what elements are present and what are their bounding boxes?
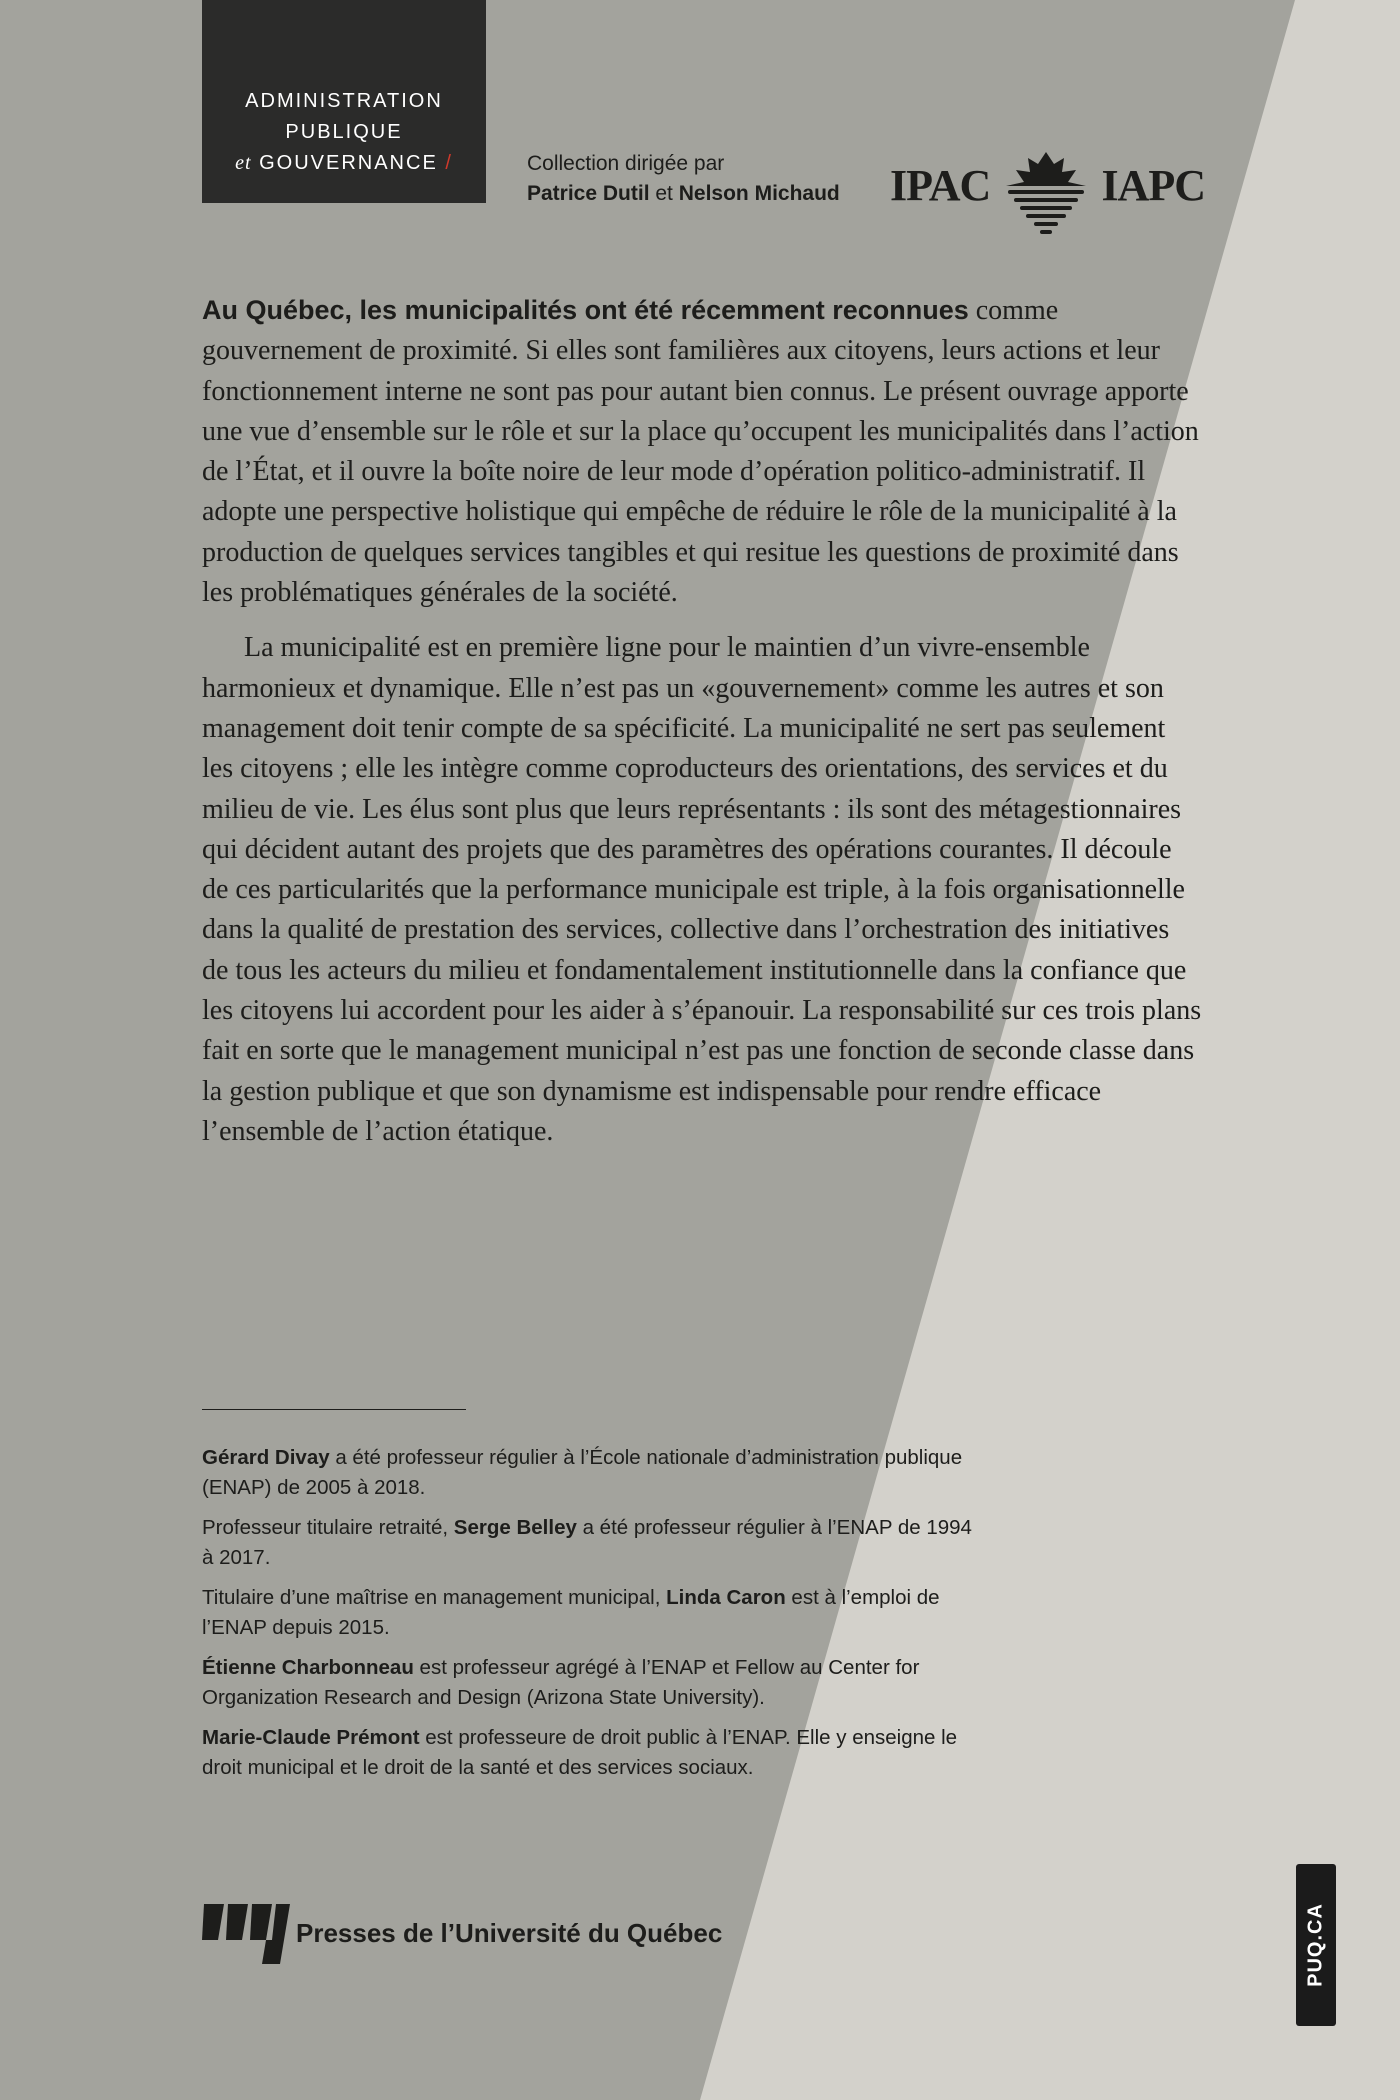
series-line-3-main: GOUVERNANCE xyxy=(251,152,446,174)
bio-pre: Professeur titulaire retraité, xyxy=(202,1516,454,1539)
bio-author-name: Marie-Claude Prémont xyxy=(202,1726,420,1749)
blurb-paragraph-2: La municipalité est en première ligne pour le maintien d’un vivre-ensemble harmonieux et dynamique. Elle n’est pas un «gouvernement» comme les autres et son management doit tenir compte de sa spécificité. La municipalité ne sert pas seulement les citoyens ; elle les intègre comme coproducteurs des orientations, des services et du milieu de vie. Les élus sont plus que leurs représentants : ils sont des métagestionnaires qui décident autant des projets que des paramètres des opérations courantes. Il découle de ces particularités que la performance municipale est triple, à la fois organisationnelle dans la qualité de prestation des services, collective dans l’orchestration des initiatives de tous les acteurs du milieu et fondamentalement institutionnelle dans la confiance que les citoyens lui accordent pour les aider à s’épanouir. La responsabilité sur ces trois plans fait en sorte que le management municipal n’est pas une fonction de seconde classe dans la gestion publique et que son dynamisme est indispensable pour rendre efficace l’ensemble de l’action étatique. xyxy=(202,632,1202,1147)
bio-author-name: Linda Caron xyxy=(666,1586,786,1609)
publisher-name: Presses de l’Université du Québec xyxy=(296,1918,723,1948)
puq-logo-icon xyxy=(202,1902,290,1964)
collection-editors xyxy=(527,149,840,209)
series-slash: / xyxy=(445,152,453,174)
series-line-3 xyxy=(202,148,486,179)
bio-post: est professeure de droit public à l’ENAP. Elle y enseigne le droit municipal et le droit de la santé et des services sociaux. xyxy=(202,1726,958,1779)
bio-author-name: Serge Belley xyxy=(453,1516,577,1539)
bio-post: est professeur agrégé à l’ENAP et Fellow au Center for Organization Research and Design (Arizona State University). xyxy=(202,1656,920,1709)
puq-website-tab xyxy=(1296,1864,1336,2026)
bio-item xyxy=(202,1513,982,1573)
editor-name-2: Nelson Michaud xyxy=(678,182,840,205)
bio-item xyxy=(202,1723,982,1783)
ipac-wordmark: IPAC xyxy=(890,161,991,210)
bio-post: a été professeur régulier à l’ENAP de 1994 à 2017. xyxy=(202,1516,972,1569)
author-bios xyxy=(202,1443,982,1793)
series-line-2: PUBLIQUE xyxy=(285,121,403,143)
puq-website-label: PUQ.CA xyxy=(1304,1903,1327,1987)
ipac-emblem-icon xyxy=(1002,150,1090,236)
series-line-3-em: et xyxy=(235,152,252,174)
editors-label: Collection dirigée par xyxy=(527,152,725,175)
bio-author-name: Gérard Divay xyxy=(202,1446,330,1469)
section-divider xyxy=(202,1409,466,1410)
editors-joiner: et xyxy=(649,182,679,205)
bio-item xyxy=(202,1443,982,1503)
bio-post: a été professeur régulier à l’École nationale d’administration publique (ENAP) de 2005 à 2018. xyxy=(202,1446,963,1499)
ipac-iapc-logo xyxy=(890,150,1205,240)
blurb-text xyxy=(202,290,1202,1152)
bio-post: est à l’emploi de l’ENAP depuis 2015. xyxy=(202,1586,940,1639)
editors-names xyxy=(527,179,840,209)
blurb-lead: Au Québec, les municipalités ont été récemment reconnues xyxy=(202,295,969,325)
blurb-paragraph-1 xyxy=(202,290,1202,613)
bio-author-name: Étienne Charbonneau xyxy=(202,1656,414,1679)
editor-name-1: Patrice Dutil xyxy=(527,182,650,205)
bio-pre: Titulaire d’une maîtrise en management municipal, xyxy=(202,1586,667,1609)
series-title-block xyxy=(202,0,486,203)
series-line-1: ADMINISTRATION xyxy=(245,90,443,112)
bio-item xyxy=(202,1583,982,1643)
iapc-wordmark: IAPC xyxy=(1101,161,1205,210)
blurb-p1-rest: comme gouvernement de proximité. Si elles sont familières aux citoyens, leurs actions et leur fonctionnement interne ne sont pas pour autant bien connus. Le présent ouvrage apporte une vue d’ensemble sur le rôle et sur la place qu’occupent les municipalités dans l’action de l’État, et il ouvre la boîte noire de leur mode d’opération politico-administratif. Il adopte une perspective holistique qui empêche de réduire le rôle de la municipalité à la production de quelques services tangibles et qui resitue les questions de proximité dans les problématiques générales de la société. xyxy=(202,295,1199,609)
bio-item xyxy=(202,1653,982,1713)
